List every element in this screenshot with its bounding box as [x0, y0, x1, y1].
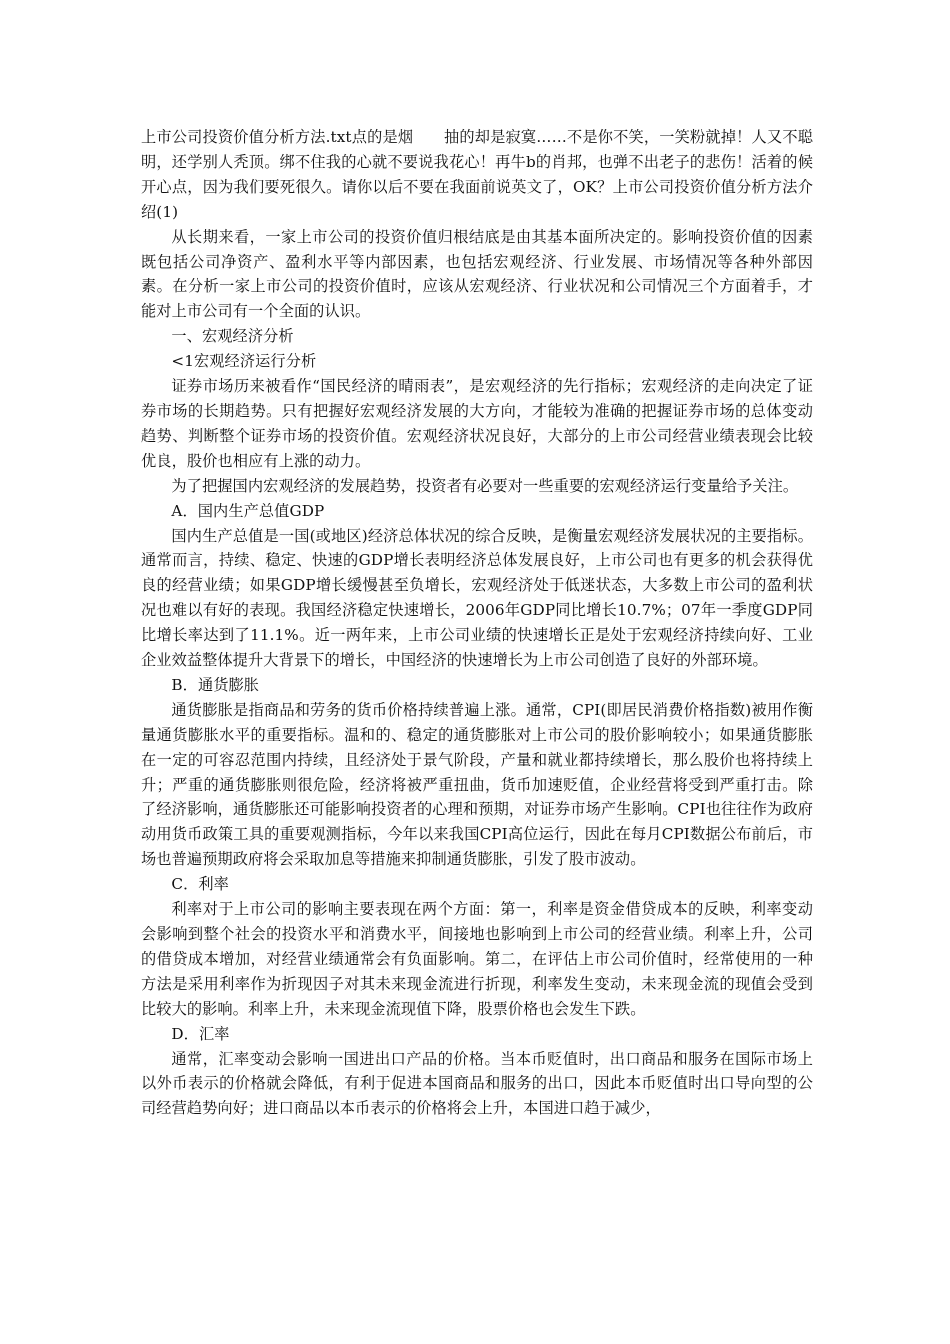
heading-gdp: A．国内生产总值GDP — [171, 501, 325, 520]
paragraph-barometer: 证券市场历来被看作“国民经济的晴雨表”，是宏观经济的先行指标；宏观经济的走向决定了证券市场的长期趋势。只有把握好宏观经济发展的大方向，才能较为准确的把握证券市场的总体变动趋势、判断整个证券市场的投资价值。宏观经济状况良好，大部分的上市公司经营业绩表现会比较优良，股价也相应有上涨的动力。 — [141, 377, 813, 470]
paragraph-inflation: 通货膨胀是指商品和劳务的货币价格持续普遍上涨。通常，CPI(即居民消费价格指数)被用作衡量通货膨胀水平的重要指标。温和的、稳定的通货膨胀对上市公司的股价影响较小；如果通货膨胀在一定的可容忍范围内持续，且经济处于景气阶段，产量和就业都持续增长，那么股价也将持续上升；严重的通货膨胀则很危险，经济将被严重扭曲，货币加速贬值，企业经营将受到严重打击。除了经济影响，通货膨胀还可能影响投资者的心理和预期，对证券市场产生影响。CPI也往往作为政府动用货币政策工具的重要观测指标，今年以来我国CPI高位运行，因此在每月CPI数据公布前后，市场也普遍预期政府将会采取加息等措施来抑制通货膨胀，引发了股市波动。 — [141, 700, 813, 869]
heading-interest-rate: C．利率 — [171, 875, 229, 894]
document-body — [141, 125, 813, 1121]
intro-paragraph: 上市公司投资价值分析方法.txt点的是烟 抽的却是寂寞……不是你不笑，一笑粉就掉！人又不聪明，还学别人秃顶。绑不住我的心就不要说我花心！再牛b的肖邦，也弹不出老子的悲伤！活着的候开心点，因为我们要死很久。请你以后不要在我面前说英文了，OK？上市公司投资价值分析方法介绍(1) — [141, 128, 813, 221]
paragraph-gdp: 国内生产总值是一国(或地区)经济总体状况的综合反映，是衡量宏观经济发展状况的主要指标。通常而言，持续、稳定、快速的GDP增长表明经济总体发展良好，上市公司也有更多的机会获得优良的经营业绩；如果GDP增长缓慢甚至负增长，宏观经济处于低迷状态，大多数上市公司的盈利状况也难以有好的表现。我国经济稳定快速增长，2006年GDP同比增长10.7%；07年一季度GDP同比增长率达到了11.1%。近一两年来，上市公司业绩的快速增长正是处于宏观经济持续向好、工业企业效益整体提升大背景下的增长，中国经济的快速增长为上市公司创造了良好的外部环境。 — [141, 526, 813, 670]
section-heading-macro: 一、宏观经济分析 — [171, 327, 294, 346]
paragraph-interest-rate: 利率对于上市公司的影响主要表现在两个方面：第一，利率是资金借贷成本的反映，利率变动会影响到整个社会的投资水平和消费水平，间接地也影响到上市公司的经营业绩。利率上升，公司的借贷成本增加，对经营业绩通常会有负面影响。第二，在评估上市公司价值时，经常使用的一种方法是采用利率作为折现因子对其未来现金流进行折现，利率发生变动，未来现金流的现值会受到比较大的影响。利率上升，未来现金流现值下降，股票价格也会发生下跌。 — [141, 900, 813, 1018]
subsection-heading-macro-operation: <1宏观经济运行分析 — [171, 352, 317, 371]
paragraph-exchange-rate: 通常，汇率变动会影响一国进出口产品的价格。当本币贬值时，出口商品和服务在国际市场上以外币表示的价格就会降低，有利于促进本国商品和服务的出口，因此本币贬值时出口导向型的公司经营趋势向好；进口商品以本币表示的价格将会上升，本国进口趋于减少， — [141, 1049, 813, 1118]
paragraph-variables: 为了把握国内宏观经济的发展趋势，投资者有必要对一些重要的宏观经济运行变量给予关注。 — [171, 476, 799, 495]
paragraph-overview: 从长期来看，一家上市公司的投资价值归根结底是由其基本面所决定的。影响投资价值的因素既包括公司净资产、盈利水平等内部因素，也包括宏观经济、行业发展、市场情况等各种外部因素。在分析一家上市公司的投资价值时，应该从宏观经济、行业状况和公司情况三个方面着手，才能对上市公司有一个全面的认识。 — [141, 227, 813, 321]
heading-inflation: B．通货膨胀 — [171, 675, 260, 694]
heading-exchange-rate: D．汇率 — [171, 1024, 230, 1043]
